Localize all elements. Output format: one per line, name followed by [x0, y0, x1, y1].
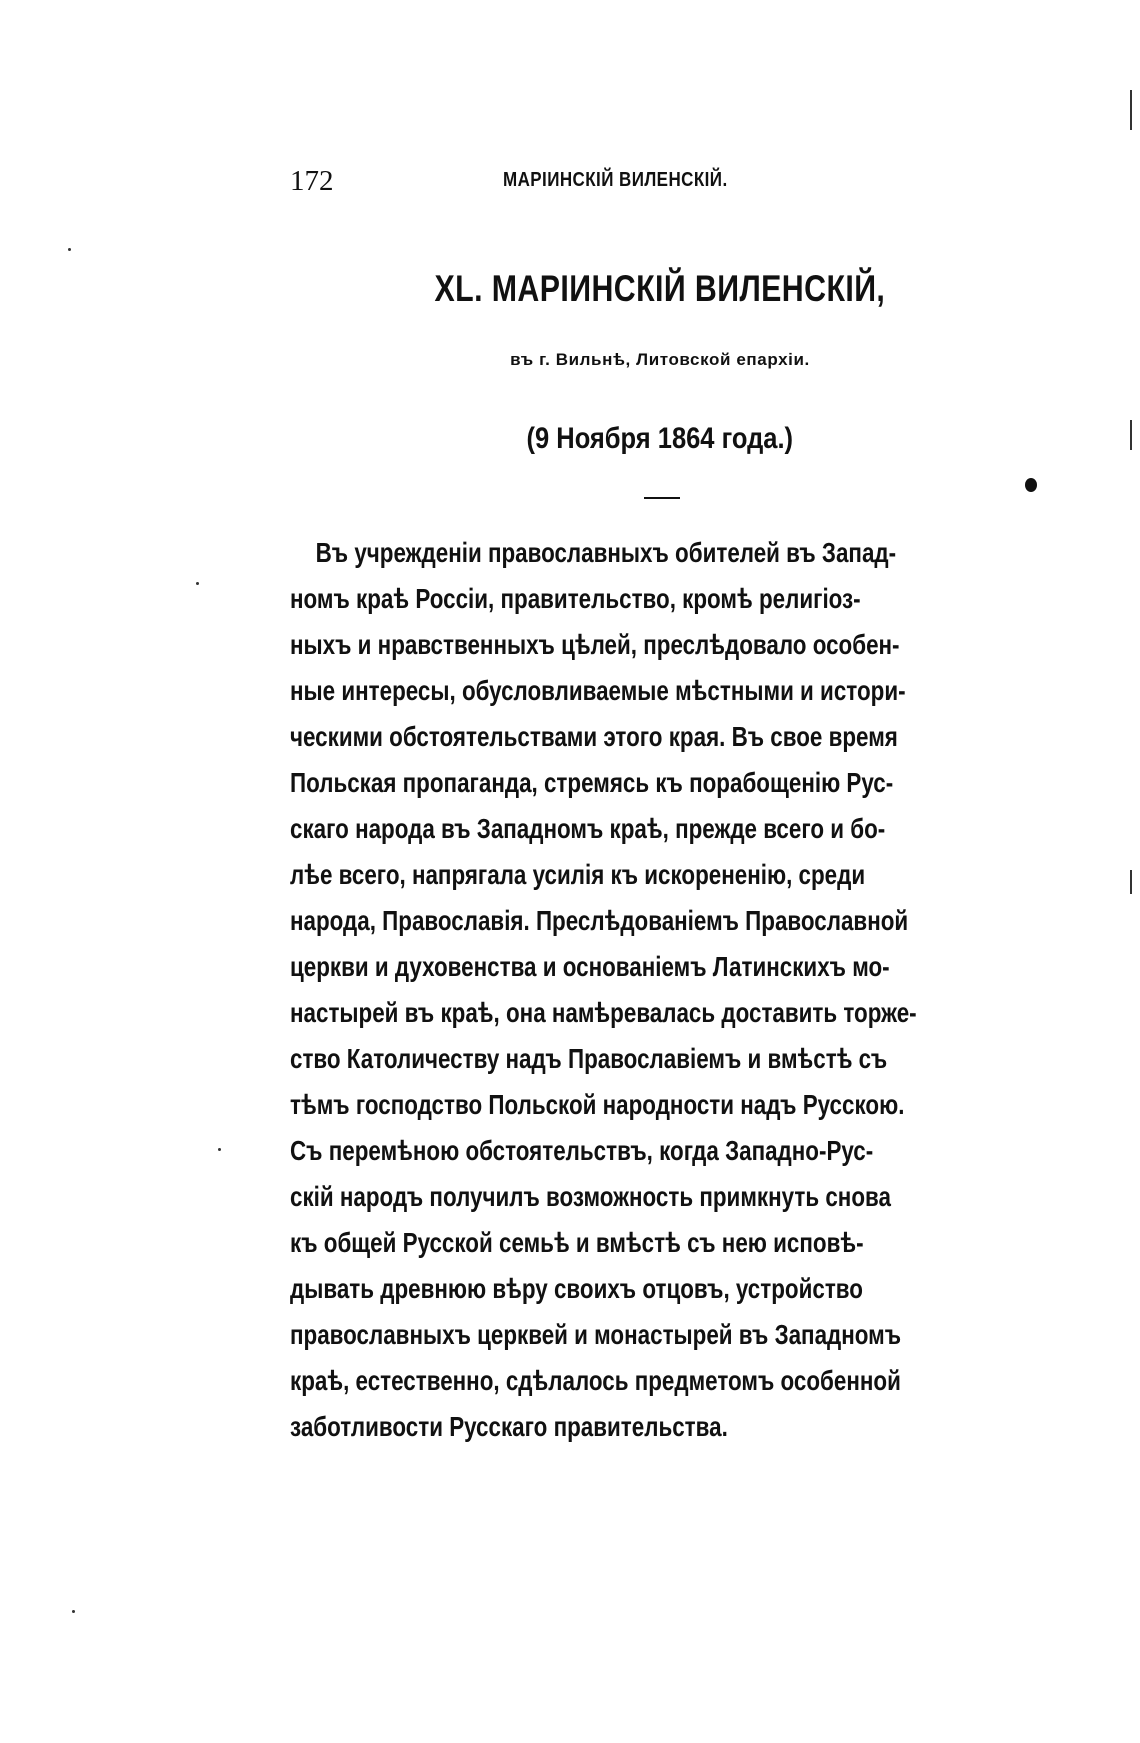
ink-blot [1025, 478, 1037, 492]
separator-rule [644, 497, 680, 499]
text-line: ныхъ и нравственныхъ цѣлей, преслѣдовало особен- [290, 629, 900, 660]
text-line: народа, Православія. Преслѣдованіемъ Православной [290, 905, 909, 936]
chapter-subtitle: въ г. Вильнѣ, Литовской епархіи. [510, 350, 810, 369]
text-line: лѣе всего, напрягала усилія къ искорененію, среди [290, 859, 866, 890]
scan-speck [196, 582, 199, 585]
scan-speck [72, 1610, 75, 1613]
chapter-title-text: XL. МАРІИНСКІЙ ВИЛЕНСКІЙ, [434, 268, 886, 309]
text-line: скій народъ получилъ возможность примкнуть снова [290, 1181, 891, 1212]
text-line: скаго народа въ Западномъ краѣ, прежде всего и бо- [290, 813, 886, 844]
text-line: православныхъ церквей и монастырей въ Западномъ [290, 1319, 902, 1350]
text-line: номъ краѣ Россіи, правительство, кромѣ религіоз- [290, 583, 861, 614]
text-line: краѣ, естественно, сдѣлалось предметомъ особенной [290, 1365, 901, 1396]
running-title: МАРІИНСКІЙ ВИЛЕНСКІЙ. [503, 169, 728, 191]
chapter-date-text: (9 Ноября 1864 года.) [526, 422, 794, 455]
text-line: ство Католичеству надъ Православіемъ и вмѣстѣ съ [290, 1043, 888, 1074]
scan-edge-mark [1130, 870, 1132, 894]
chapter-date [290, 422, 1030, 456]
page-number: 172 [290, 165, 334, 197]
text-line: церкви и духовенства и основаніемъ Латинскихъ мо- [290, 951, 890, 982]
chapter-title [290, 268, 1030, 310]
running-header [290, 165, 780, 201]
scan-speck [68, 248, 71, 251]
text-line: Польская пропаганда, стремясь къ порабощенію Рус- [290, 767, 894, 798]
text-line: ческими обстоятельствами этого края. Въ свое время [290, 721, 898, 752]
text-line: тѣмъ господство Польской народности надъ Русскою. [290, 1089, 905, 1120]
text-line: заботливости Русскаго правительства. [290, 1411, 728, 1442]
text-line: дывать древнюю вѣру своихъ отцовъ, устройство [290, 1273, 863, 1304]
body-paragraph [290, 530, 1030, 1450]
scan-edge-mark [1130, 420, 1132, 450]
text-line: къ общей Русской семьѣ и вмѣстѣ съ нею исповѣ- [290, 1227, 864, 1258]
scan-edge-mark [1130, 90, 1132, 130]
text-line: ные интересы, обусловливаемые мѣстными и истори- [290, 675, 906, 706]
scan-speck [218, 1148, 221, 1151]
text-line: Съ перемѣною обстоятельствъ, когда Западно-Рус- [290, 1135, 874, 1166]
text-line: настырей въ краѣ, она намѣревалась доставить торже- [290, 997, 917, 1028]
text-line: Въ учрежденіи православныхъ обителей въ Запад- [315, 537, 897, 568]
